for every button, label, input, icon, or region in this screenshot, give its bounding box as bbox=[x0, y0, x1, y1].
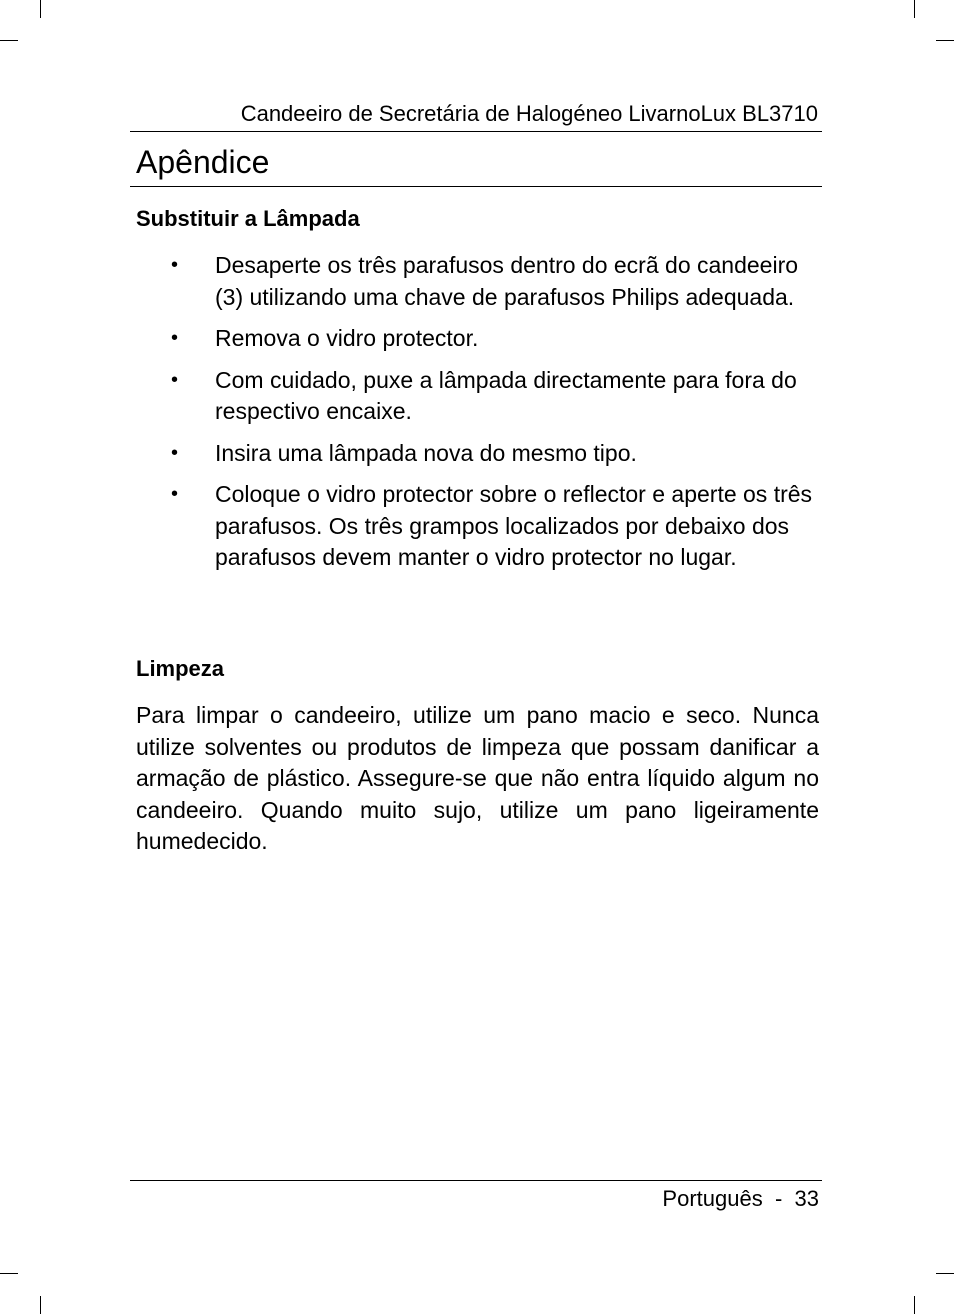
list-item bbox=[136, 323, 820, 355]
page-number: 33 bbox=[794, 1186, 819, 1211]
subsection-heading-lamp: Substituir a Lâmpada bbox=[136, 206, 360, 231]
running-header: Candeeiro de Secretária de Halogéneo LivarnoLux BL3710 bbox=[130, 100, 822, 132]
list-item-text: Insira uma lâmpada nova do mesmo tipo. bbox=[215, 439, 637, 466]
bullet-icon: • bbox=[171, 327, 179, 349]
bullet-icon: • bbox=[171, 441, 179, 464]
footer-separator: - bbox=[774, 1186, 783, 1211]
page-footer bbox=[130, 1184, 819, 1214]
list-item bbox=[136, 479, 820, 574]
crop-mark bbox=[40, 0, 41, 18]
crop-mark bbox=[936, 40, 954, 41]
cleaning-paragraph: Para limpar o candeeiro, utilize um pano macio e seco. Nunca utilize solventes ou produtos de limpeza que possam danificar a armação de plástico. Assegure-se que não entra líquido algum no candeeiro. Quando muito sujo, utilize um pano ligeiramente humedecido. bbox=[136, 702, 819, 854]
list-item bbox=[136, 365, 820, 428]
page-title: Apêndice bbox=[130, 142, 822, 187]
crop-mark bbox=[40, 1296, 41, 1314]
crop-mark bbox=[0, 1273, 18, 1274]
bullet-icon: • bbox=[171, 483, 179, 505]
crop-mark bbox=[936, 1273, 954, 1274]
crop-mark bbox=[0, 40, 18, 41]
subsection-heading-cleaning: Limpeza bbox=[136, 656, 225, 681]
crop-mark bbox=[914, 0, 915, 18]
footer-language: Português bbox=[662, 1186, 763, 1211]
list-item-text: Desaperte os três parafusos dentro do ecrã do candeeiro (3) utilizando uma chave de parafusos Philips adequada. bbox=[215, 252, 799, 310]
list-item-text: Remova o vidro protector. bbox=[215, 325, 479, 351]
footer-divider bbox=[130, 1180, 822, 1181]
list-item-text: Com cuidado, puxe a lâmpada directamente para fora do respectivo encaixe. bbox=[215, 366, 797, 424]
list-item-text: Coloque o vidro protector sobre o reflector e aperte os três parafusos. Os três grampos localizados por debaixo dos parafusos devem manter o vidro protector no lugar. bbox=[215, 481, 813, 570]
bullet-icon: • bbox=[171, 254, 179, 276]
list-item bbox=[136, 438, 820, 470]
bullet-icon: • bbox=[171, 368, 179, 391]
instruction-list bbox=[136, 250, 820, 584]
crop-mark bbox=[914, 1296, 915, 1314]
list-item bbox=[136, 250, 820, 313]
